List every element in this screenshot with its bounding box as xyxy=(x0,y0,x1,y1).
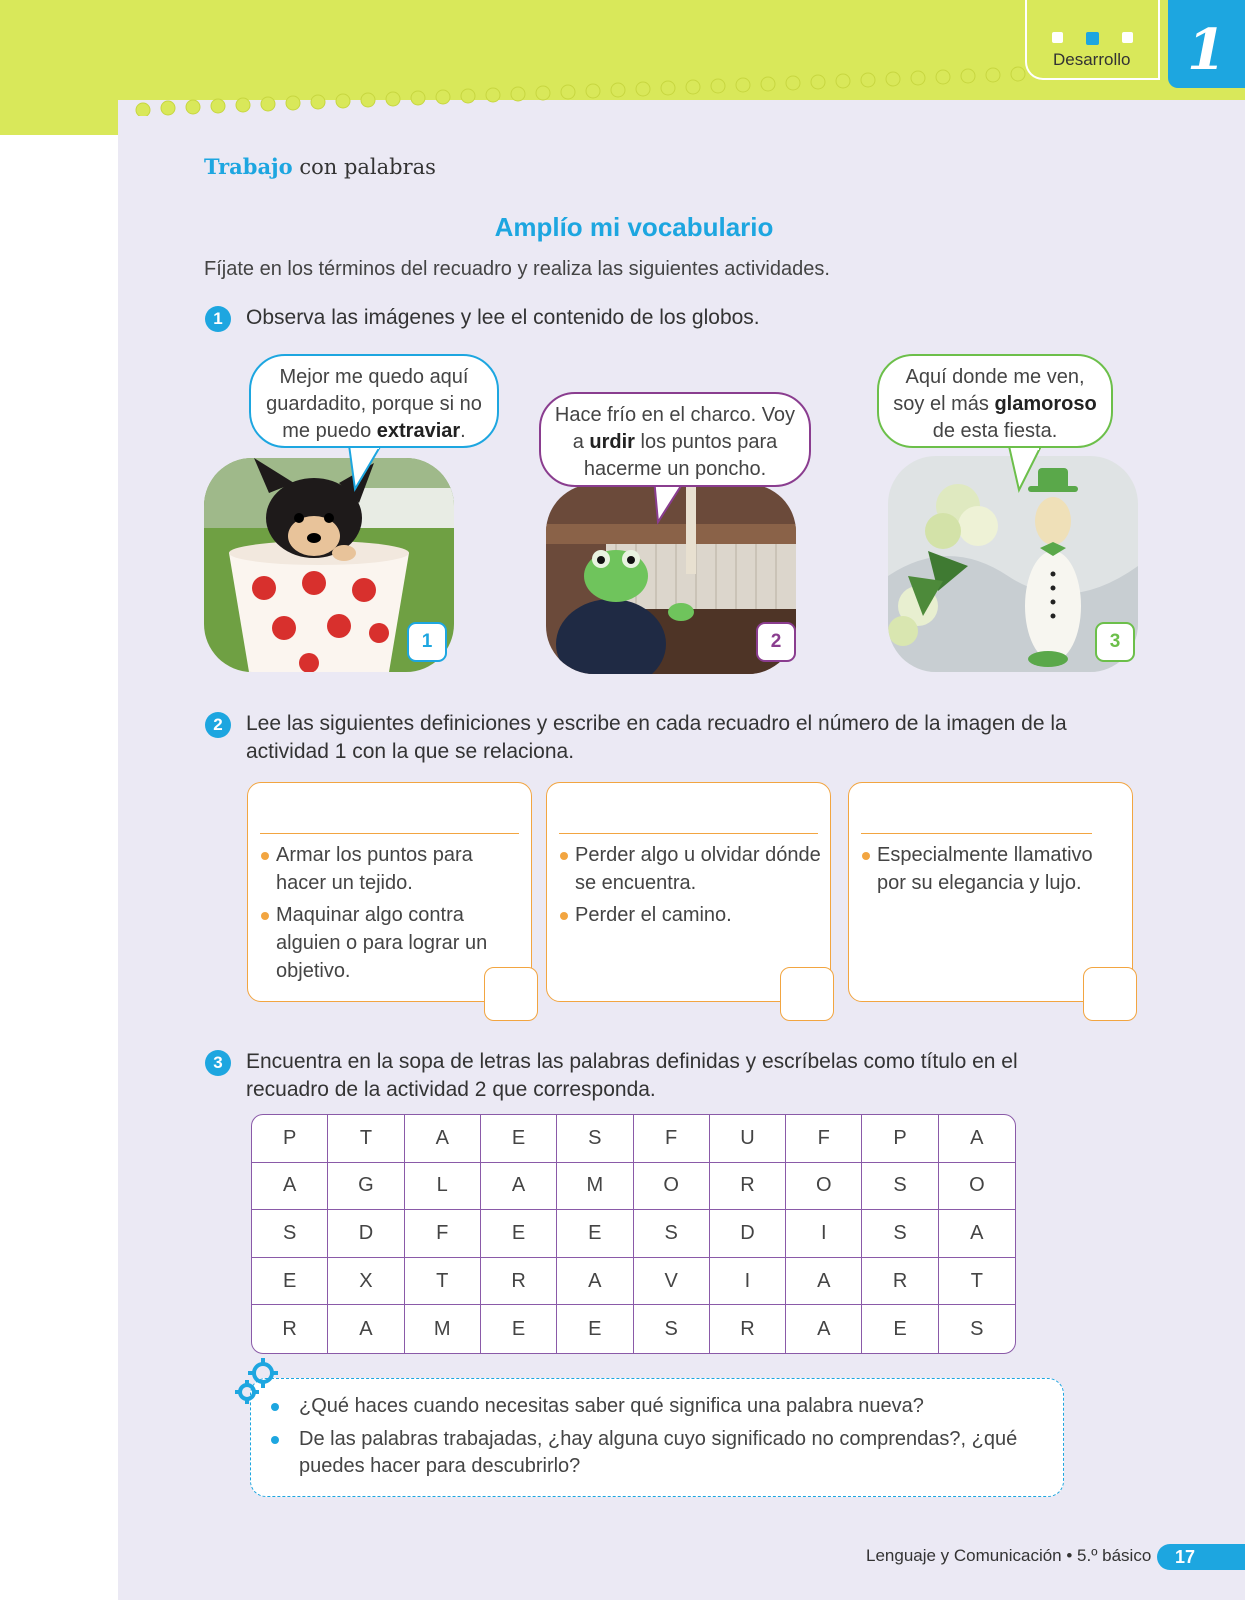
word-search-cell[interactable]: L xyxy=(405,1163,481,1211)
word-search-cell[interactable]: A xyxy=(328,1305,404,1353)
word-search-cell[interactable]: A xyxy=(557,1258,633,1306)
definition-list-3 xyxy=(861,841,1124,901)
activity-text-3: Encuentra en la sopa de letras las palabras definidas y escríbelas como título en el recuadro de la actividad 2 que corresponda. xyxy=(246,1050,1018,1101)
word-search-grid xyxy=(251,1114,1016,1354)
word-search-cell[interactable]: A xyxy=(405,1115,481,1163)
word-search-cell[interactable]: T xyxy=(328,1115,404,1163)
word-search-cell[interactable]: T xyxy=(405,1258,481,1306)
word-search-cell[interactable]: E xyxy=(481,1115,557,1163)
word-search-cell[interactable]: A xyxy=(481,1163,557,1211)
word-search-cell[interactable]: O xyxy=(939,1163,1015,1211)
page-title: Amplío mi vocabulario xyxy=(494,212,774,242)
word-search-cell[interactable]: S xyxy=(634,1305,710,1353)
word-search-cell[interactable]: I xyxy=(786,1210,862,1258)
word-search-cell[interactable]: E xyxy=(252,1258,328,1306)
word-search-cell[interactable]: U xyxy=(710,1115,786,1163)
definition-item: Perder algo u olvidar dónde se encuentra. xyxy=(559,841,822,897)
word-search-cell[interactable]: I xyxy=(710,1258,786,1306)
reflection-question: ¿Qué haces cuando necesitas saber qué significa una palabra nueva? xyxy=(269,1393,1043,1420)
photo-number-3: 3 xyxy=(1095,622,1135,662)
speech-3-text: Aquí donde me ven, soy el más xyxy=(893,366,1085,415)
answer-box-2[interactable] xyxy=(780,967,834,1021)
activity-number-1: 1 xyxy=(205,306,231,332)
word-search-cell[interactable]: S xyxy=(252,1210,328,1258)
word-search-cell[interactable]: M xyxy=(405,1305,481,1353)
word-search-cell[interactable]: E xyxy=(557,1210,633,1258)
speech-3-keyword: glamoroso xyxy=(994,393,1097,415)
title-line-2[interactable] xyxy=(559,833,818,834)
word-search-cell[interactable]: S xyxy=(634,1210,710,1258)
word-search-cell[interactable]: D xyxy=(710,1210,786,1258)
speech-3-end: de esta fiesta. xyxy=(932,420,1058,442)
speech-1-text: Mejor me quedo aquí guardadito, porque si no me puedo xyxy=(266,366,482,442)
definition-item: Especialmente llamativo por su elegancia y lujo. xyxy=(861,841,1124,897)
speech-bubble-3 xyxy=(877,354,1113,448)
word-search-cell[interactable]: P xyxy=(252,1115,328,1163)
word-search-cell[interactable]: F xyxy=(634,1115,710,1163)
word-search-cell[interactable]: T xyxy=(939,1258,1015,1306)
word-search-cell[interactable]: A xyxy=(939,1115,1015,1163)
title-line-1[interactable] xyxy=(260,833,519,834)
reflection-question: De las palabras trabajadas, ¿hay alguna cuyo significado no comprendas?, ¿qué puedes hacer para descubrirlo? xyxy=(269,1426,1043,1480)
section-heading-bold: Trabajo xyxy=(204,154,293,179)
section-heading xyxy=(204,154,436,179)
word-search-cell[interactable]: G xyxy=(328,1163,404,1211)
activity-text-1: Observa las imágenes y lee el contenido de los globos. xyxy=(246,306,760,329)
activity-text-2: Lee las siguientes definiciones y escribe en cada recuadro el número de la imagen de la actividad 1 con la que se relaciona. xyxy=(246,712,1067,763)
section-label: Desarrollo xyxy=(1053,50,1131,69)
word-search-cell[interactable]: M xyxy=(557,1163,633,1211)
title-line-3[interactable] xyxy=(861,833,1092,834)
definition-item: Perder el camino. xyxy=(559,901,822,929)
word-search-cell[interactable]: P xyxy=(862,1115,938,1163)
word-search-cell[interactable]: A xyxy=(786,1258,862,1306)
word-search-cell[interactable]: S xyxy=(862,1210,938,1258)
speech-2-end: los puntos para hacerme un poncho. xyxy=(583,431,778,480)
word-search-cell[interactable]: R xyxy=(252,1305,328,1353)
reflection-box xyxy=(250,1378,1064,1497)
definition-item: Maquinar algo contra alguien o para lograr un objetivo. xyxy=(260,901,523,985)
gears-icon xyxy=(233,1358,283,1408)
word-search-cell[interactable]: R xyxy=(481,1258,557,1306)
word-search-cell[interactable]: O xyxy=(634,1163,710,1211)
word-search-cell[interactable]: E xyxy=(557,1305,633,1353)
word-search-cell[interactable]: A xyxy=(786,1305,862,1353)
word-search-cell[interactable]: R xyxy=(862,1258,938,1306)
word-search-cell[interactable]: S xyxy=(557,1115,633,1163)
word-search-cell[interactable]: D xyxy=(328,1210,404,1258)
speech-tail-3 xyxy=(1005,446,1045,494)
word-search-cell[interactable]: S xyxy=(970,1317,984,1340)
definition-list-1 xyxy=(260,841,523,989)
word-search-cell[interactable]: E xyxy=(481,1210,557,1258)
word-search-cell[interactable]: A xyxy=(252,1163,328,1211)
word-search-cell[interactable]: V xyxy=(634,1258,710,1306)
photo-number-1: 1 xyxy=(407,622,447,662)
word-search-cell[interactable]: A xyxy=(939,1210,1015,1258)
speech-bubble-1 xyxy=(249,354,499,448)
speech-2-keyword: urdir xyxy=(589,431,635,453)
definition-list-2 xyxy=(559,841,822,933)
word-search-cell[interactable]: F xyxy=(786,1115,862,1163)
answer-box-3[interactable] xyxy=(1083,967,1137,1021)
definition-item: Armar los puntos para hacer un tejido. xyxy=(260,841,523,897)
speech-1-keyword: extraviar xyxy=(376,420,461,442)
word-search-cell[interactable]: E xyxy=(862,1305,938,1353)
answer-box-1[interactable] xyxy=(484,967,538,1021)
chapter-number: 1 xyxy=(1168,0,1245,88)
page-number: 17 xyxy=(1157,1544,1245,1570)
speech-tail-1 xyxy=(345,445,385,493)
reflection-list xyxy=(269,1393,1043,1486)
intro-text: Fíjate en los términos del recuadro y realiza las siguientes actividades. xyxy=(204,258,830,280)
speech-bubble-2 xyxy=(539,392,811,487)
speech-1-end: . xyxy=(460,420,466,442)
photo-number-2: 2 xyxy=(756,622,796,662)
speech-2-text: Hace frío en el charco. Voy a xyxy=(554,404,796,453)
section-heading-rest: con palabras xyxy=(299,155,436,179)
activity-number-3: 3 xyxy=(205,1050,231,1076)
word-search-cell[interactable]: R xyxy=(710,1305,786,1353)
word-search-cell[interactable]: S xyxy=(862,1163,938,1211)
word-search-cell[interactable]: R xyxy=(710,1163,786,1211)
word-search-cell[interactable]: F xyxy=(405,1210,481,1258)
footer-subject: Lenguaje y Comunicación • 5.º básico xyxy=(866,1546,1152,1565)
notebook-dots xyxy=(128,66,1028,116)
activity-number-2: 2 xyxy=(205,712,231,738)
word-search-cell[interactable]: E xyxy=(481,1305,557,1353)
word-search-cell[interactable]: O xyxy=(786,1163,862,1211)
word-search-cell[interactable]: X xyxy=(328,1258,404,1306)
